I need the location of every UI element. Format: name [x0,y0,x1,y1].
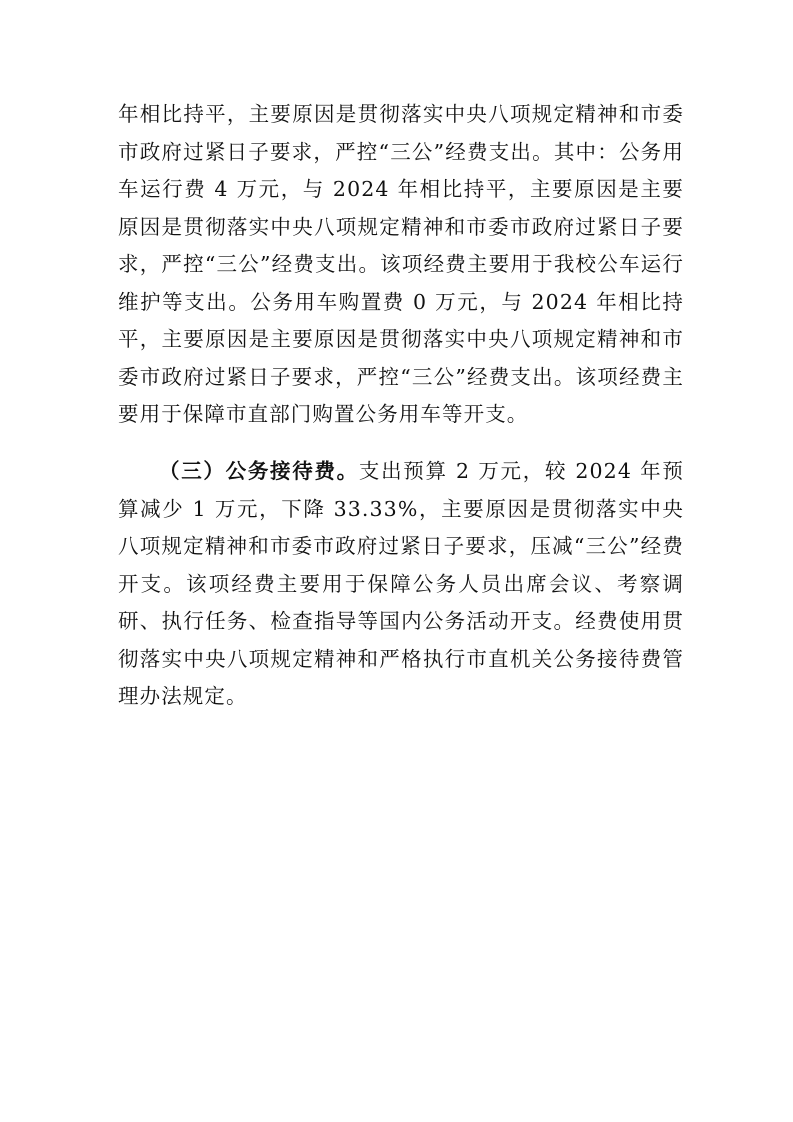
section-body-reception: 支出预算 2 万元，较 2024 年预算减少 1 万元，下降 33.33%，主要原因是贯彻落实中央八项规定精神和市委市政府过紧日子要求，压减“三公”经费开支。该项经费主要用于保障公务人员出席会议、考察调研、执行任务、检查指导等国内公务活动开支。经费使用贯彻落实中央八项规定精神和严格执行市直机关公务接待费管理办法规定。 [118,459,684,708]
paragraph-reception-expenses [118,453,684,716]
section-heading-reception: （三）公务接待费。 [159,459,359,483]
paragraph-vehicle-expenses: 年相比持平，主要原因是贯彻落实中央八项规定精神和市委市政府过紧日子要求，严控“三公”经费支出。其中：公务用车运行费 4 万元，与 2024 年相比持平，主要原因是主要原因是贯彻落实中央八项规定精神和市委市政府过紧日子要求，严控“三公”经费支出。该项经费主要用于我校公车运行维护等支出。公务用车购置费 0 万元，与 2024 年相比持平，主要原因是主要原因是贯彻落实中央八项规定精神和市委市政府过紧日子要求，严控“三公”经费支出。该项经费主要用于保障市直部门购置公务用车等开支。 [118,102,684,426]
